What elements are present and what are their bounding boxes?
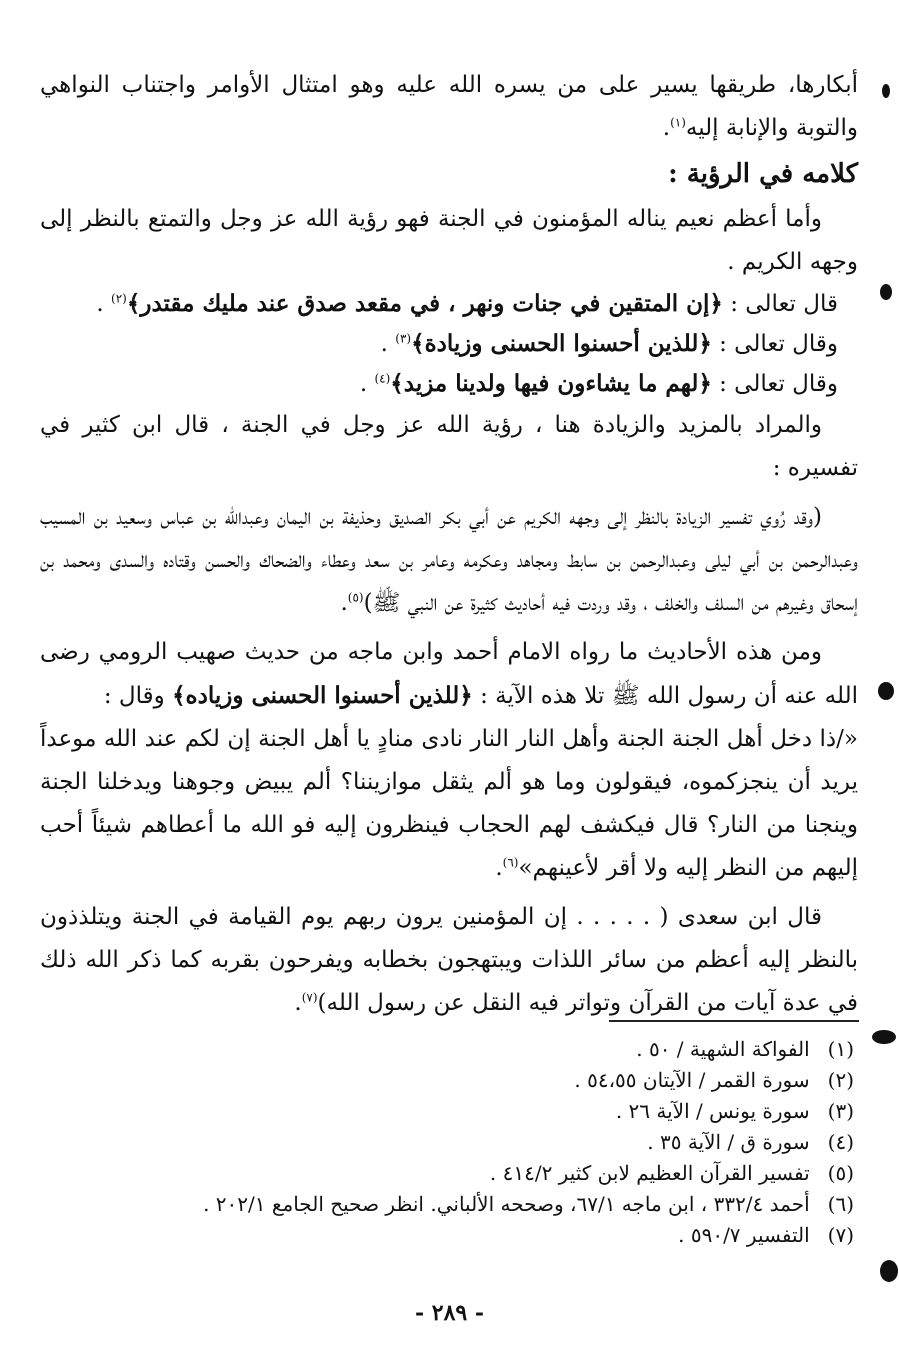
footnote-ref-2: (٢) — [111, 291, 127, 306]
scan-mark-icon — [880, 1260, 898, 1282]
verse-3-text: ﴿لهم ما يشاءون فيها ولدينا مزيد﴾ — [390, 370, 712, 397]
footnote-ref-4: (٤) — [374, 371, 391, 386]
paragraph-hadith: ومن هذه الأحاديث ما رواه الامام أحمد وابن ماجه من حديث صهيب الرومي رضى الله عنه أن رسول الله ﷺ تلا هذه الآية : ﴿للذين أحسنوا الحسنى وزياده﴾ وقال : «/ذا دخل أهل الجنة الجنة وأهل النار النار نادى منادٍ يا أهل الجنة إن لكم عند الله موعداً يريد أن ينجزكموه، فيقولون وما هو ألم يثقل موازيننا؟ ألم يبيض وجوهنا ويدخلنا الجنة وينجنا من النار؟ قال فيكشف لهم الحجاب فينظرون إليه فو الله ما أعطاهم شيئاً أحب إليهم من النظر إليه ولا أقر لأعينهم»$^{(٦)}$. — [40, 639, 858, 881]
scan-mark-icon — [872, 1030, 896, 1044]
footnote-number: (٢) — [827, 1068, 854, 1092]
scan-mark-icon — [880, 284, 892, 300]
footnote-ref-5: (٥) — [347, 590, 364, 605]
footnote-text: سورة يونس / الآية ٢٦ . — [615, 1099, 816, 1123]
footnote-ref-7: (٧) — [301, 990, 318, 1005]
verse-3-prefix: وقال تعالى : — [711, 371, 838, 397]
verse-2-prefix: وقال تعالى : — [711, 331, 838, 357]
footnote-number: (١) — [827, 1037, 854, 1061]
footnote-number: (٥) — [827, 1161, 854, 1185]
verse-2: وقال تعالى : ﴿للذين أحسنوا الحسنى وزيادة﴾$^{(٣)}$ . — [380, 330, 838, 357]
page-body — [40, 64, 858, 1025]
verse-2-text: ﴿للذين أحسنوا الحسنى وزيادة﴾ — [411, 330, 712, 357]
footnote-number: (٤) — [827, 1130, 854, 1154]
footnote-text: سورة القمر / الآيتان ٥٤،٥٥ . — [574, 1068, 816, 1092]
footnote-text: التفسير ٥٩٠/٧ . — [678, 1223, 816, 1247]
quote-ibn-kathir: (وقد رُوي تفسير الزيادة بالنظر إلى وجهه الكريم عن أبي بكر الصديق وحذيفة بن اليمان وعبدالله بن عباس وسعيد بن المسيب وعبدالرحمن بن أبي ليلى وعبدالرحمن بن سابط ومجاهد وعكرمه وعامر بن سعد وعطاء والضحاك والحسن وقتاده والسدى ومحمد بن إسحاق وغيرهم من السلف والخلف ، وقد وردت فيه أحاديث كثيرة عن النبي ﷺ)$^{(٥)}$. — [40, 504, 858, 616]
footnote-text: الفواكة الشهية / ٥٠ . — [636, 1037, 816, 1061]
footnote-ref-6: (٦) — [502, 855, 519, 870]
footnote-item — [40, 1189, 858, 1220]
footnote-item — [40, 1158, 858, 1189]
paragraph-ibn-sadi: قال ابن سعدى ( . . . . . إن المؤمنين يرون ربهم يوم القيامة في الجنة ويتلذذون بالنظر إليه أعظم من سائر اللذات ويبتهجون بخطابه ويفرحون بقربه كما ذكر الله ذلك في عدة آيات من القرآن وتواتر فيه النقل عن رسول الله)$^{(٧)}$. — [40, 904, 858, 1016]
verse-1: قال تعالى : ﴿إن المتقين في جنات ونهر ، في مقعد صدق عند مليك مقتدر﴾$^{(٢)}$ . — [96, 290, 838, 317]
footnote-number: (٦) — [827, 1192, 854, 1216]
paragraph-intro-text: أبكارها، طريقها يسير على من يسره الله عليه وهو امتثال الأوامر واجتناب النواهي والتوبة والإنابة إليه — [40, 72, 858, 141]
paragraph-intro: أبكارها، طريقها يسير على من يسره الله عليه وهو امتثال الأوامر واجتناب النواهي والتوبة والإنابة إليه$^{(١)}$. — [40, 72, 858, 141]
footnote-item — [40, 1065, 858, 1096]
scan-mark-icon — [882, 84, 890, 98]
paragraph-ibn-sadi-text: قال ابن سعدى ( . . . . . إن المؤمنين يرون ربهم يوم القيامة في الجنة ويتلذذون بالنظر إليه أعظم من سائر اللذات ويبتهجون بخطابه ويفرحون بقربه كما ذكر الله ذلك في عدة آيات من القرآن وتواتر فيه النقل عن رسول الله) — [40, 904, 858, 1016]
footnote-number: (٣) — [827, 1099, 854, 1123]
footnote-item — [40, 1220, 858, 1251]
verse-1-text: ﴿إن المتقين في جنات ونهر ، في مقعد صدق عند مليك مقتدر﴾ — [126, 290, 723, 317]
scan-mark-icon — [878, 682, 894, 700]
footnote-number: (٧) — [827, 1223, 854, 1247]
hadith-text: «/ذا دخل أهل الجنة الجنة وأهل النار النار نادى منادٍ يا أهل الجنة إن لكم عند الله موعداً يريد أن ينجزكموه، فيقولون وما هو ألم يثقل موازيننا؟ ألم يبيض وجوهنا ويدخلنا الجنة وينجنا من النار؟ قال فيكشف لهم الحجاب فينظرون إليه فو الله ما أعطاهم شيئاً أحب إليهم من النظر إليه ولا أقر لأعينهم» — [40, 726, 858, 881]
footnote-item — [40, 1034, 858, 1065]
page-number: - ٢٨٩ - — [414, 1300, 485, 1326]
hadith-verse: ﴿للذين أحسنوا الحسنى وزياده﴾ — [172, 682, 473, 709]
footnote-ref-3: (٣) — [395, 331, 412, 346]
verse-3: وقال تعالى : ﴿لهم ما يشاءون فيها ولدينا مزيد﴾$^{(٤)}$ . — [359, 370, 838, 397]
quote-ibn-kathir-text: (وقد رُوي تفسير الزيادة بالنظر إلى وجهه الكريم عن أبي بكر الصديق وحذيفة بن اليمان وعبدالله بن عباس وسعيد بن المسيب وعبدالرحمن بن أبي ليلى وعبدالرحمن بن سابط ومجاهد وعكرمه وعامر بن سعد وعطاء والضحاك والحسن وقتاده والسدى ومحمد بن إسحاق وغيرهم من السلف والخلف ، وقد وردت فيه أحاديث كثيرة عن النبي ﷺ) — [40, 504, 858, 616]
verse-1-prefix: قال تعالى : — [722, 291, 838, 317]
footnote-item — [40, 1127, 858, 1158]
footnote-text: أحمد ٣٣٢/٤ ، ابن ماجه ٦٧/١، وصححه الألباني. انظر صحيح الجامع ٢٠٢/١ . — [203, 1192, 816, 1216]
hadith-said: وقال : — [103, 683, 173, 709]
hadith-intro-text: ومن هذه الأحاديث ما رواه الامام أحمد وابن ماجه من حديث صهيب الرومي رضى الله عنه أن رسول الله ﷺ تلا هذه الآية : — [40, 639, 858, 709]
paragraph-ruya: وأما أعظم نعيم يناله المؤمنون في الجنة فهو رؤية الله عز وجل والتمتع بالنظر إلى وجهه الكريم . — [40, 206, 858, 275]
section-heading: كلامه في الرؤية : — [668, 159, 858, 189]
footnote-text: تفسير القرآن العظيم لابن كثير ٤١٤/٢ . — [489, 1161, 816, 1185]
paragraph-tafsir-intro: والمراد بالمزيد والزيادة هنا ، رؤية الله عز وجل في الجنة ، قال ابن كثير في تفسيره : — [40, 412, 858, 481]
footnote-separator — [609, 1020, 859, 1022]
footnotes-list — [40, 1034, 858, 1251]
footnote-text: سورة ق / الآية ٣٥ . — [647, 1130, 816, 1154]
footnote-ref-1: (١) — [670, 115, 686, 130]
footnote-item — [40, 1096, 858, 1127]
